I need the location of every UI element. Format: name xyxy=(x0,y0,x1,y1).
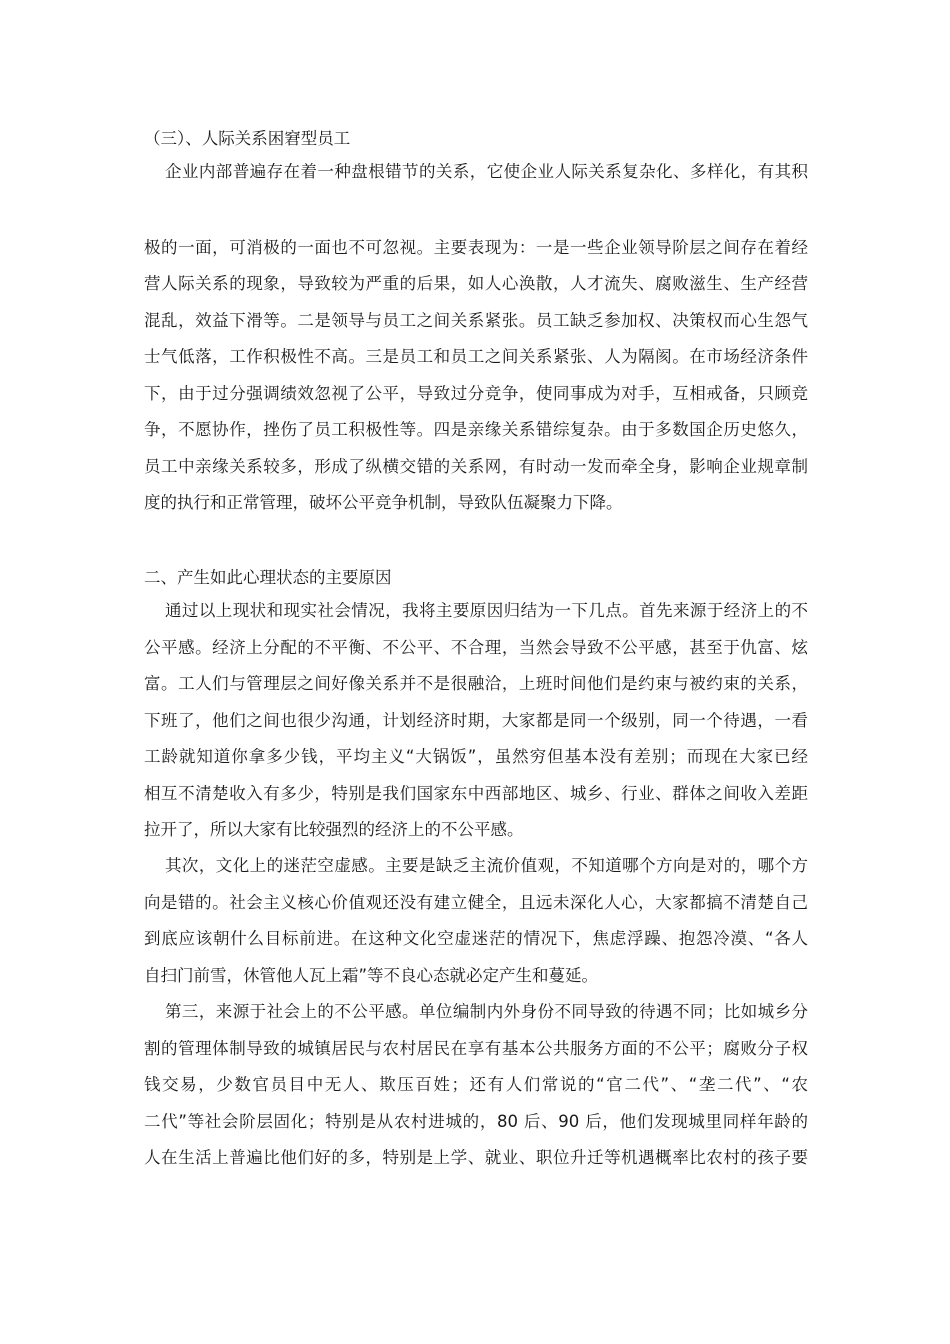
paragraph-line: 自扫门前雪，休管他人瓦上霜”等不良心态就必定产生和蔓延。 xyxy=(144,966,599,985)
paragraph-line: 度的执行和正常管理，破坏公平竞争机制，导致队伍凝聚力下降。 xyxy=(144,493,623,512)
paragraph-line: 第三，来源于社会上的不公平感。单位编制内外身份不同导致的待遇不同；比如城乡分 xyxy=(165,1002,808,1021)
paragraph-line: 极的一面，可消极的一面也不可忽视。主要表现为：一是一些企业领导阶层之间存在着经 xyxy=(144,238,808,257)
paragraph-line: 向是错的。社会主义核心价值观还没有建立健全，且远未深化人心，大家都搞不清楚自己 xyxy=(144,893,808,912)
paragraph-line: 到底应该朝什么目标前进。在这种文化空虚迷茫的情况下，焦虑浮躁、抱怨冷漠、“各人 xyxy=(144,929,808,948)
paragraph-line: 富。工人们与管理层之间好像关系并不是很融洽，上班时间他们是约束与被约束的关系， xyxy=(144,674,808,693)
paragraph-line: 士气低落，工作积极性不高。三是员工和员工之间关系紧张、人为隔阂。在市场经济条件 xyxy=(144,347,808,366)
paragraph-line: 营人际关系的现象，导致较为严重的后果，如人心涣散，人才流失、腐败滋生、生产经营 xyxy=(144,274,808,293)
paragraph-line: 下班了，他们之间也很少沟通，计划经济时期，大家都是同一个级别，同一个待遇，一看 xyxy=(144,711,808,730)
paragraph-line: 相互不清楚收入有多少，特别是我们国家东中西部地区、城乡、行业、群体之间收入差距 xyxy=(144,784,808,803)
paragraph-line: 通过以上现状和现实社会情况，我将主要原因归结为一下几点。首先来源于经济上的不 xyxy=(165,601,808,620)
section-heading-2: 二、产生如此心理状态的主要原因 xyxy=(144,568,392,587)
paragraph-line: 工龄就知道你拿多少钱，平均主义“大锅饭”，虽然穷但基本没有差别；而现在大家已经 xyxy=(144,747,808,766)
paragraph-line: 二代”等社会阶层固化；特别是从农村进城的，80 后、90 后，他们发现城里同样年龄的 xyxy=(144,1112,808,1131)
paragraph-line: 混乱，效益下滑等。二是领导与员工之间关系紧张。员工缺乏参加权、决策权而心生怨气 xyxy=(144,311,808,330)
paragraph-line: 公平感。经济上分配的不平衡、不公平、不合理，当然会导致不公平感，甚至于仇富、炫 xyxy=(144,638,808,657)
paragraph-line: 钱交易，少数官员目中无人、欺压百姓；还有人们常说的“官二代”、“垄二代”、“农 xyxy=(144,1075,808,1094)
paragraph-line: 割的管理体制导致的城镇居民与农村居民在享有基本公共服务方面的不公平；腐败分子权 xyxy=(144,1039,808,1058)
paragraph-line: 人在生活上普遍比他们好的多，特别是上学、就业、职位升迁等机遇概率比农村的孩子要 xyxy=(144,1148,808,1167)
section-heading-3: （三）、人际关系困窘型员工 xyxy=(144,129,351,148)
paragraph-line: 争，不愿协作，挫伤了员工积极性等。四是亲缘关系错综复杂。由于多数国企历史悠久， xyxy=(144,420,808,439)
paragraph-line: 其次，文化上的迷茫空虚感。主要是缺乏主流价值观，不知道哪个方向是对的，哪个方 xyxy=(165,856,808,875)
paragraph-line: 企业内部普遍存在着一种盘根错节的关系，它使企业人际关系复杂化、多样化，有其积 xyxy=(165,162,808,181)
paragraph-line: 员工中亲缘关系较多，形成了纵横交错的关系网，有时动一发而牵全身，影响企业规章制 xyxy=(144,457,808,476)
paragraph-line: 拉开了，所以大家有比较强烈的经济上的不公平感。 xyxy=(144,820,524,839)
paragraph-line: 下，由于过分强调绩效忽视了公平，导致过分竞争，使同事成为对手，互相戒备，只顾竞 xyxy=(144,384,808,403)
